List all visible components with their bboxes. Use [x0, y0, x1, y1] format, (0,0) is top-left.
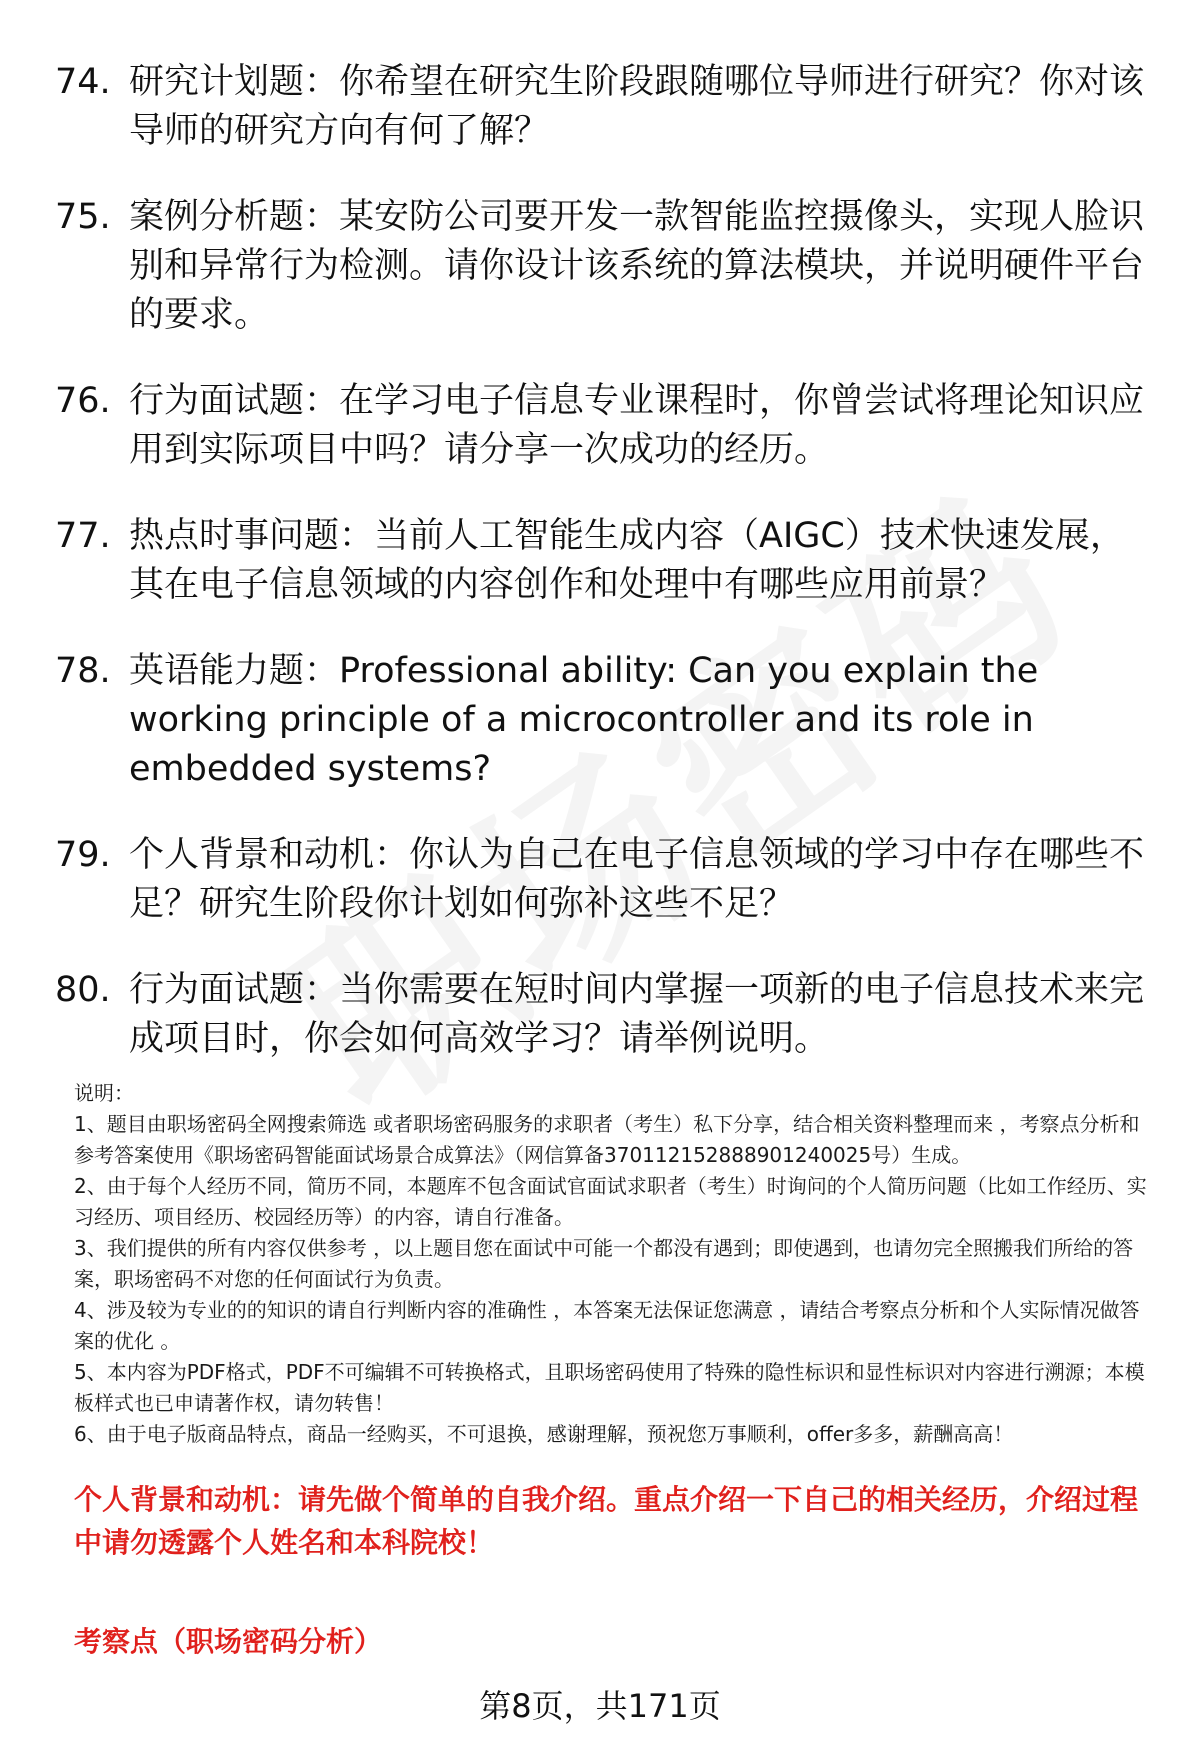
question-item	[55, 831, 1155, 929]
note-item: 5、本内容为PDF格式，PDF不可编辑不可转换格式，且职场密码使用了特殊的隐性标识和显性标识对内容进行溯源；本模板样式也已申请著作权，请勿转售！	[74, 1360, 1145, 1415]
question-text: 个人背景和动机：你认为自己在电子信息领域的学习中存在哪些不足？研究生阶段你计划如何弥补这些不足？	[129, 835, 1145, 924]
note-item: 1、题目由职场密码全网搜索筛选 或者职场密码服务的求职者（考生）私下分享，结合相关资料整理而来 ，考察点分析和参考答案使用《职场密码智能面试场景合成算法》（网信算备370112152888901240025号）生成。	[74, 1112, 1140, 1167]
note-item: 2、由于每个人经历不同，简历不同，本题库不包含面试官面试求职者（考生）时询问的个人简历问题（比如工作经历、实习经历、项目经历、校园经历等）的内容，请自行准备。	[74, 1174, 1147, 1229]
question-number: 79.	[55, 835, 111, 875]
question-number: 75.	[55, 197, 111, 237]
page-footer: 第8页，共171页	[479, 1687, 721, 1725]
question-number: 76.	[55, 381, 111, 421]
question-text: 热点时事问题：当前人工智能生成内容（AIGC）技术快速发展，其在电子信息领域的内容创作和处理中有哪些应用前景？	[129, 516, 1125, 605]
note-item: 4、涉及较为专业的的知识的请自行判断内容的准确性 ，本答案无法保证您满意 ，请结合考察点分析和个人实际情况做答案的优化 。	[74, 1298, 1140, 1353]
question-number: 78.	[55, 651, 111, 691]
highlight-question: 个人背景和动机：请先做个简单的自我介绍。重点介绍一下自己的相关经历，介绍过程中请勿透露个人姓名和本科院校！	[74, 1483, 1139, 1559]
question-item	[55, 58, 1155, 156]
note-item: 3、我们提供的所有内容仅供参考 ，以上题目您在面试中可能一个都没有遇到；即使遇到，也请勿完全照搬我们所给的答案，职场密码不对您的任何面试行为负责。	[74, 1236, 1134, 1291]
question-text: 研究计划题：你希望在研究生阶段跟随哪位导师进行研究？你对该导师的研究方向有何了解？	[129, 62, 1145, 151]
question-item	[55, 512, 1155, 610]
question-number: 74.	[55, 62, 111, 102]
question-item	[55, 193, 1155, 340]
question-text: 行为面试题：在学习电子信息专业课程时，你曾尝试将理论知识应用到实际项目中吗？请分享一次成功的经历。	[129, 381, 1145, 470]
notes-heading: 说明：	[74, 1081, 134, 1105]
question-text: 案例分析题：某安防公司要开发一款智能监控摄像头，实现人脸识别和异常行为检测。请你设计该系统的算法模块，并说明硬件平台的要求。	[129, 197, 1145, 335]
question-text: 英语能力题：Professional ability: Can you explain the working principle of a microcontroller and its role in embedded systems?	[129, 651, 1039, 789]
question-item	[55, 647, 1155, 794]
notes-section	[74, 1078, 1159, 1450]
question-number: 77.	[55, 516, 111, 556]
note-item: 6、由于电子版商品特点，商品一经购买，不可退换，感谢理解，预祝您万事顺利，offer多多，薪酬高高！	[74, 1422, 1014, 1446]
question-text: 行为面试题：当你需要在短时间内掌握一项新的电子信息技术来完成项目时，你会如何高效学习？请举例说明。	[129, 970, 1145, 1059]
question-list	[55, 58, 1155, 1101]
question-item	[55, 966, 1155, 1064]
highlight-subheading: 考察点（职场密码分析）	[74, 1625, 383, 1658]
question-number: 80.	[55, 970, 111, 1010]
question-item	[55, 377, 1155, 475]
